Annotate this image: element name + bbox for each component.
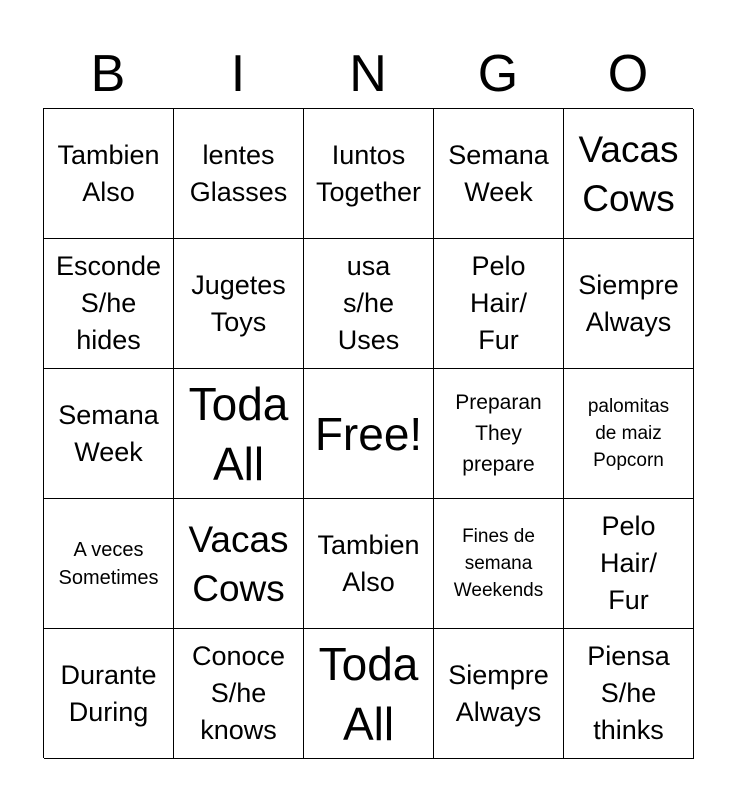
bingo-cell-r5c5[interactable]: Piensa S/he thinks — [564, 629, 694, 759]
bingo-cell-r3c5[interactable]: palomitas de maiz Popcorn — [564, 369, 694, 499]
bingo-cell-r2c5[interactable]: Siempre Always — [564, 239, 694, 369]
bingo-cell-r4c5[interactable]: Pelo Hair/ Fur — [564, 499, 694, 629]
bingo-cell-r4c2[interactable]: Vacas Cows — [174, 499, 304, 629]
bingo-cell-r5c3[interactable]: Toda All — [304, 629, 434, 759]
bingo-cell-r5c4[interactable]: Siempre Always — [434, 629, 564, 759]
header-letter-o: O — [607, 45, 649, 103]
bingo-cell-r2c4[interactable]: Pelo Hair/ Fur — [434, 239, 564, 369]
bingo-cell-r2c2[interactable]: Jugetes Toys — [174, 239, 304, 369]
bingo-cell-r3c1[interactable]: Semana Week — [44, 369, 174, 499]
bingo-grid — [43, 108, 693, 758]
bingo-cell-r1c5[interactable]: Vacas Cows — [564, 109, 694, 239]
bingo-cell-r4c1[interactable]: A veces Sometimes — [44, 499, 174, 629]
bingo-cell-r3c4[interactable]: Preparan They prepare — [434, 369, 564, 499]
bingo-cell-r3c2[interactable]: Toda All — [174, 369, 304, 499]
bingo-cell-r1c3[interactable]: Iuntos Together — [304, 109, 434, 239]
bingo-cell-r1c4[interactable]: Semana Week — [434, 109, 564, 239]
bingo-cell-r5c1[interactable]: Durante During — [44, 629, 174, 759]
bingo-cell-r4c4[interactable]: Fines de semana Weekends — [434, 499, 564, 629]
header-letter-b: B — [90, 45, 126, 103]
bingo-cell-r3c3-free[interactable]: Free! — [304, 369, 434, 499]
header-letter-g: G — [477, 45, 519, 103]
bingo-cell-r5c2[interactable]: Conoce S/he knows — [174, 629, 304, 759]
bingo-header — [43, 40, 693, 108]
header-letter-n: N — [349, 45, 387, 103]
bingo-cell-r2c1[interactable]: Esconde S/he hides — [44, 239, 174, 369]
bingo-cell-r2c3[interactable]: usa s/he Uses — [304, 239, 434, 369]
bingo-cell-r1c1[interactable]: Tambien Also — [44, 109, 174, 239]
bingo-cell-r4c3[interactable]: Tambien Also — [304, 499, 434, 629]
header-letter-i: I — [230, 45, 246, 103]
bingo-cell-r1c2[interactable]: lentes Glasses — [174, 109, 304, 239]
